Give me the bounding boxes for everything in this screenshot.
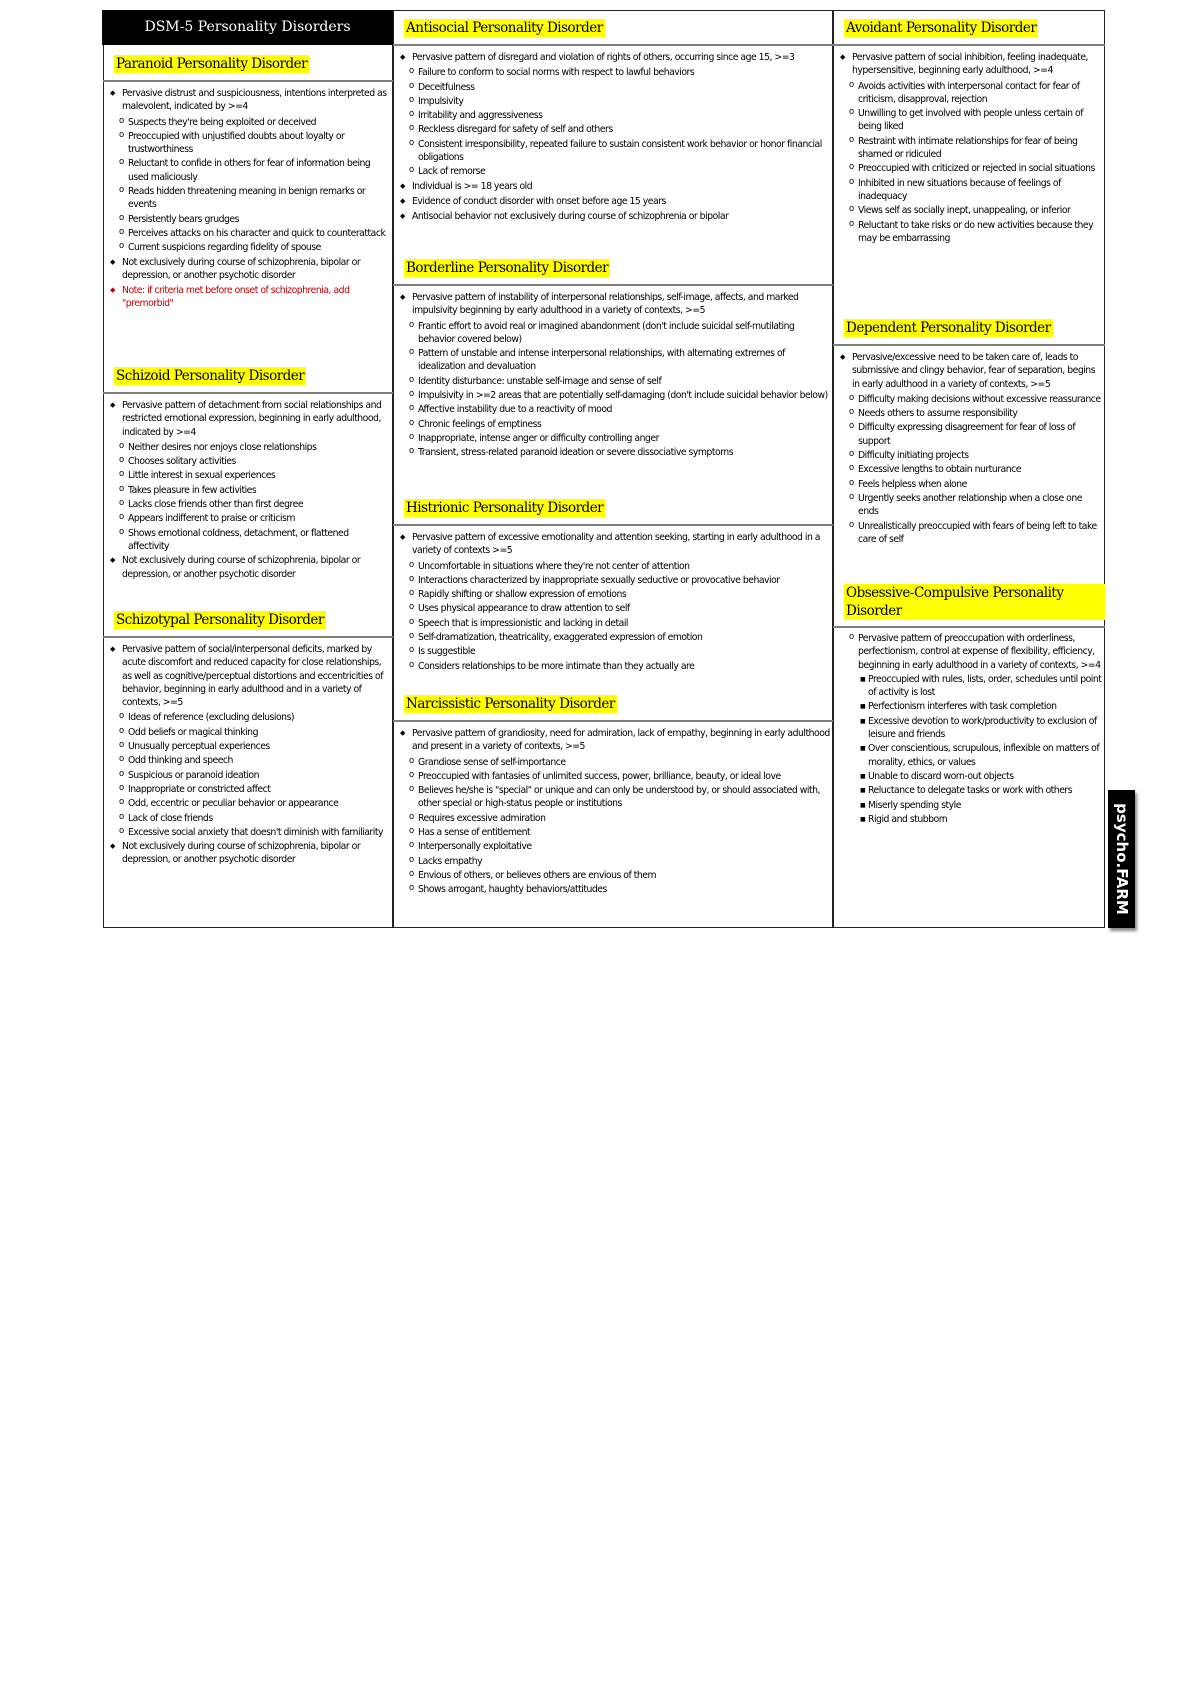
section-title: Schizotypal Personality Disorder	[116, 612, 324, 628]
criterion-item: o Lacks empathy	[397, 855, 831, 868]
criterion-item: ◆ Pervasive pattern of detachment from social relationships and restricted emotional expression, beginning in early adulthood, indicated by >=4	[107, 399, 391, 439]
criterion-item: o Frantic effort to avoid real or imagined abandonment (don't include suicidal self-mutilating behavior covered below)	[397, 320, 831, 347]
criterion-item: ■ Over conscientious, scrupulous, inflexible on matters of morality, ethics, or values	[837, 742, 1103, 769]
criterion-item: ◆ Pervasive pattern of social/interpersonal deficits, marked by acute discomfort and reduced capacity for close relationships, as well as cognitive/perceptual distortions and eccentricities of behavior, beginning in early adulthood and in a variety of contexts, >=5	[107, 643, 391, 709]
criterion-item: o Lack of close friends	[107, 812, 391, 825]
criterion-item: o Unusually perceptual experiences	[107, 740, 391, 753]
criterion-item: o Considers relationships to be more intimate than they actually are	[397, 660, 831, 673]
criterion-item: ■ Excessive devotion to work/productivity to exclusion of leisure and friends	[837, 715, 1103, 742]
criterion-item: ◆ Pervasive distrust and suspiciousness, intentions interpreted as malevolent, indicated by >=4	[107, 87, 391, 114]
criterion-item: o Odd beliefs or magical thinking	[107, 726, 391, 739]
psychofarm-logo	[1108, 790, 1135, 928]
criterion-item: ◆ Pervasive pattern of social inhibition, feeling inadequate, hypersensitive, beginning early adulthood, >=4	[837, 51, 1103, 78]
criterion-item: o Self-dramatization, theatricality, exaggerated expression of emotion	[397, 631, 831, 644]
criterion-item: ■ Unable to discard worn-out objects	[837, 770, 1103, 783]
criterion-item: ◆ Pervasive pattern of disregard and violation of rights of others, occurring since age 15, >=3	[397, 51, 831, 64]
criterion-item: o Is suggestible	[397, 645, 831, 658]
section-dependent	[833, 312, 1105, 580]
criterion-item: ◆ Not exclusively during course of schizophrenia, bipolar or depression, or another psychotic disorder	[107, 554, 391, 581]
criterion-item: o Excessive lengths to obtain nurturance	[837, 463, 1103, 476]
criterion-item: o Excessive social anxiety that doesn't diminish with familiarity	[107, 826, 391, 839]
criterion-item: o Identity disturbance: unstable self-image and sense of self	[397, 375, 831, 388]
section-schizotypal	[103, 604, 393, 928]
criterion-item: ■ Miserly spending style	[837, 799, 1103, 812]
section-antisocial	[393, 12, 833, 252]
section-title: Antisocial Personality Disorder	[406, 20, 603, 36]
criterion-item: o Chronic feelings of emptiness	[397, 418, 831, 431]
criterion-item: o Lacks close friends other than first degree	[107, 498, 391, 511]
criterion-item: o Suspicious or paranoid ideation	[107, 769, 391, 782]
criterion-item: ◆ Evidence of conduct disorder with onset before age 15 years	[397, 195, 831, 208]
criterion-item: o Avoids activities with interpersonal contact for fear of criticism, disapproval, rejection	[837, 80, 1103, 107]
criterion-item: o Urgently seeks another relationship when a close one ends	[837, 492, 1103, 519]
criterion-item: ■ Preoccupied with rules, lists, order, schedules until point of activity is lost	[837, 673, 1103, 700]
criterion-item: o Requires excessive admiration	[397, 812, 831, 825]
criterion-item: ◆ Individual is >= 18 years old	[397, 180, 831, 193]
criterion-item: o Views self as socially inept, unappealing, or inferior	[837, 204, 1103, 217]
criterion-item: o Feels helpless when alone	[837, 478, 1103, 491]
criterion-item: ■ Reluctance to delegate tasks or work with others	[837, 784, 1103, 797]
criterion-item: ◆ Not exclusively during course of schizophrenia, bipolar or depression, or another psychotic disorder	[107, 256, 391, 283]
criterion-item: o Inappropriate, intense anger or difficulty controlling anger	[397, 432, 831, 445]
section-title: Paranoid Personality Disorder	[116, 56, 308, 72]
criterion-item: o Affective instability due to a reactivity of mood	[397, 403, 831, 416]
criterion-item: o Uses physical appearance to draw attention to self	[397, 602, 831, 615]
criterion-item: ◆ Not exclusively during course of schizophrenia, bipolar or depression, or another psychotic disorder	[107, 840, 391, 867]
criterion-item: o Shows arrogant, haughty behaviors/attitudes	[397, 883, 831, 896]
criterion-item: o Reluctant to take risks or do new activities because they may be embarrassing	[837, 219, 1103, 246]
criterion-item: o Uncomfortable in situations where they're not center of attention	[397, 560, 831, 573]
criterion-item: o Transient, stress-related paranoid ideation or severe dissociative symptoms	[397, 446, 831, 459]
criterion-item: o Unrealistically preoccupied with fears of being left to take care of self	[837, 520, 1103, 547]
note-item: ◆ Note: if criteria met before onset of schizophrenia, add "premorbid"	[107, 284, 391, 311]
section-schizoid	[103, 360, 393, 604]
section-title: Avoidant Personality Disorder	[846, 20, 1037, 36]
criterion-item: o Needs others to assume responsibility	[837, 407, 1103, 420]
criterion-item: o Little interest in sexual experiences	[107, 469, 391, 482]
criterion-item: o Pattern of unstable and intense interpersonal relationships, with alternating extremes of idealization and devaluation	[397, 347, 831, 374]
section-paranoid	[103, 48, 393, 360]
criterion-item: o Odd thinking and speech	[107, 754, 391, 767]
criterion-item: ◆ Pervasive pattern of excessive emotionality and attention seeking, starting in early adulthood in a variety of contexts >=5	[397, 531, 831, 558]
criterion-item: o Grandiose sense of self-importance	[397, 756, 831, 769]
criterion-item: o Persistently bears grudges	[107, 213, 391, 226]
section-avoidant	[833, 12, 1105, 312]
section-histrionic	[393, 492, 833, 688]
logo-text: psycho.FARM	[1112, 803, 1131, 915]
criterion-item: o Neither desires nor enjoys close relationships	[107, 441, 391, 454]
criterion-item: o Shows emotional coldness, detachment, or flattened affectivity	[107, 527, 391, 554]
section-borderline	[393, 252, 833, 492]
criterion-item: o Has a sense of entitlement	[397, 826, 831, 839]
section-title: Narcissistic Personality Disorder	[406, 696, 615, 712]
criterion-item: o Lack of remorse	[397, 165, 831, 178]
criterion-item: o Reckless disregard for safety of self and others	[397, 123, 831, 136]
criterion-item: ◆ Pervasive pattern of grandiosity, need for admiration, lack of empathy, beginning in early adulthood and present in a variety of contexts, >=5	[397, 727, 831, 754]
section-ocpd	[833, 580, 1105, 928]
section-title: Histrionic Personality Disorder	[406, 500, 604, 516]
criterion-item: o Preoccupied with criticized or rejected in social situations	[837, 162, 1103, 175]
criterion-item: o Inappropriate or constricted affect	[107, 783, 391, 796]
criterion-item: o Ideas of reference (excluding delusions)	[107, 711, 391, 724]
criterion-item: o Rapidly shifting or shallow expression of emotions	[397, 588, 831, 601]
criterion-item: o Pervasive pattern of preoccupation with orderliness, perfectionism, control at expense of flexibility, efficiency, beginning in early adulthood in a variety of contexts, >=4	[837, 632, 1103, 672]
criterion-item: o Irritability and aggressiveness	[397, 109, 831, 122]
criterion-item: ◆ Antisocial behavior not exclusively during course of schizophrenia or bipolar	[397, 210, 831, 223]
criterion-item: o Appears indifferent to praise or criticism	[107, 512, 391, 525]
criterion-item: o Suspects they're being exploited or deceived	[107, 116, 391, 129]
criterion-item: o Inhibited in new situations because of feelings of inadequacy	[837, 177, 1103, 204]
criterion-item: o Unwilling to get involved with people unless certain of being liked	[837, 107, 1103, 134]
criterion-item: o Believes he/she is "special" or unique and can only be understood by, or should associated with, other special or high-status people or institutions	[397, 784, 831, 811]
criterion-item: o Difficulty expressing disagreement for fear of loss of support	[837, 421, 1103, 448]
criterion-item: o Difficulty initiating projects	[837, 449, 1103, 462]
criterion-item: o Current suspicions regarding fidelity of spouse	[107, 241, 391, 254]
section-title: Borderline Personality Disorder	[406, 260, 609, 276]
criterion-item: o Odd, eccentric or peculiar behavior or appearance	[107, 797, 391, 810]
criterion-item: o Envious of others, or believes others are envious of them	[397, 869, 831, 882]
criterion-item: ◆ Pervasive pattern of instability of interpersonal relationships, self-image, affects, and marked impulsivity beginning by early adulthood in a variety of contexts, >=5	[397, 291, 831, 318]
criterion-item: o Failure to conform to social norms with respect to lawful behaviors	[397, 66, 831, 79]
criterion-item: o Interpersonally exploitative	[397, 840, 831, 853]
criterion-item: o Takes pleasure in few activities	[107, 484, 391, 497]
criterion-item: o Restraint with intimate relationships for fear of being shamed or ridiculed	[837, 135, 1103, 162]
criterion-item: o Consistent irresponsibility, repeated failure to sustain consistent work behavior or honor financial obligations	[397, 138, 831, 165]
page-title: DSM-5 Personality Disorders	[102, 10, 393, 45]
criterion-item: o Deceitfulness	[397, 81, 831, 94]
criterion-item: o Chooses solitary activities	[107, 455, 391, 468]
criterion-item: o Reluctant to confide in others for fear of information being used maliciously	[107, 157, 391, 184]
criterion-item: o Interactions characterized by inappropriate sexually seductive or provocative behavior	[397, 574, 831, 587]
criterion-item: o Preoccupied with unjustified doubts about loyalty or trustworthiness	[107, 130, 391, 157]
criterion-item: o Reads hidden threatening meaning in benign remarks or events	[107, 185, 391, 212]
section-title: Obsessive-Compulsive Personality Disorder	[844, 584, 1105, 620]
criterion-item: o Impulsivity	[397, 95, 831, 108]
criterion-item: o Impulsivity in >=2 areas that are potentially self-damaging (don't include suicidal behavior below)	[397, 389, 831, 402]
criterion-item: ■ Perfectionism interferes with task completion	[837, 700, 1103, 713]
criterion-item: ◆ Pervasive/excessive need to be taken care of, leads to submissive and clingy behavior, fear of separation, begins in early adulthood in a variety of contexts, >=5	[837, 351, 1103, 391]
criterion-item: o Difficulty making decisions without excessive reassurance	[837, 393, 1103, 406]
section-title: Schizoid Personality Disorder	[116, 368, 305, 384]
criterion-item: ■ Rigid and stubborn	[837, 813, 1103, 826]
criterion-item: o Preoccupied with fantasies of unlimited success, power, brilliance, beauty, or ideal love	[397, 770, 831, 783]
section-narcissistic	[393, 688, 833, 928]
criterion-item: o Speech that is impressionistic and lacking in detail	[397, 617, 831, 630]
section-title: Dependent Personality Disorder	[846, 320, 1051, 336]
criterion-item: o Perceives attacks on his character and quick to counterattack	[107, 227, 391, 240]
